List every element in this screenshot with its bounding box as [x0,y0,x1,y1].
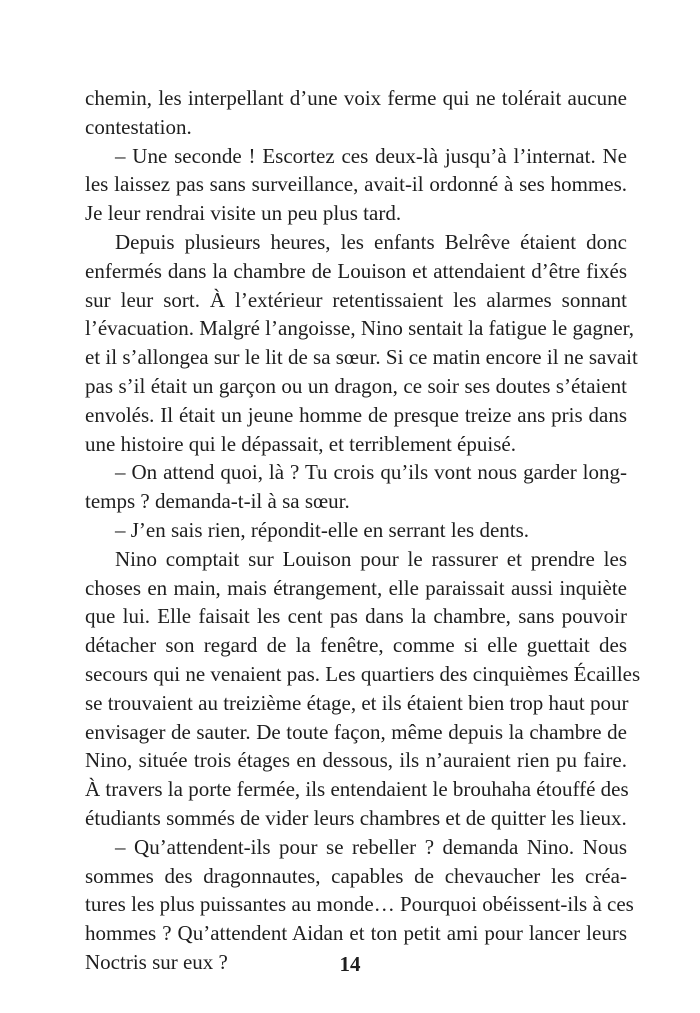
text-line: sur leur sort. À l’extérieur retentissaient les alarmes sonnant [85,287,627,312]
text-line: – Qu’attendent-ils pour se rebeller ? demanda Nino. Nous [115,834,627,859]
text-line: sommes des dragonnautes, capables de chevaucher les créa- [85,863,627,888]
text-line: Depuis plusieurs heures, les enfants Belrêve étaient donc [115,229,627,254]
text-line: une histoire qui le dépassait, et terriblement épuisé. [85,431,516,456]
text-line: envolés. Il était un jeune homme de presque treize ans pris dans [85,402,627,427]
text-line: pas s’il était un garçon ou un dragon, ce soir ses doutes s’étaient [85,373,627,398]
page-body-text [85,84,641,977]
text-line: – J’en sais rien, répondit-elle en serrant les dents. [115,517,530,542]
text-line: temps ? demanda-t-il à sa sœur. [85,489,350,514]
text-line: et il s’allongea sur le lit de sa sœur. Si ce matin encore il ne savait [85,345,638,370]
text-line: contestation. [85,114,192,139]
text-line: Nino comptait sur Louison pour le rassurer et prendre les [115,546,627,571]
text-line: Nino, située trois étages en dessous, ils n’auraient rien pu faire. [85,748,627,773]
text-line: secours qui ne venaient pas. Les quartiers des cinquièmes Écailles [85,661,641,686]
text-line: À travers la porte fermée, ils entendaient le brouhaha étouffé des [85,777,629,802]
text-line: se trouvaient au treizième étage, et ils étaient bien trop haut pour [85,690,629,715]
text-line: Je leur rendrai visite un peu plus tard. [85,201,402,226]
text-line: – On attend quoi, là ? Tu crois qu’ils vont nous garder long- [115,460,627,485]
text-line: envisager de sauter. De toute façon, même depuis la chambre de [85,719,627,744]
text-line: étudiants sommés de vider leurs chambres et de quitter les lieux. [85,805,627,830]
text-line: enfermés dans la chambre de Louison et attendaient d’être fixés [85,258,627,283]
text-line: tures les plus puissantes au monde… Pourquoi obéissent-ils à ces [85,892,634,917]
text-line: que lui. Elle faisait les cent pas dans la chambre, sans pouvoir [85,604,627,629]
text-line: les laissez pas sans surveillance, avait-il ordonné à ses hommes. [85,172,627,197]
text-line: choses en main, mais étrangement, elle paraissait aussi inquiète [85,575,627,600]
text-line: Noctris sur eux ? [85,949,228,974]
text-line: – Une seconde ! Escortez ces deux-là jusqu’à l’internat. Ne [115,143,627,168]
text-line: chemin, les interpellant d’une voix ferme qui ne tolérait aucune [85,86,627,110]
text-line: hommes ? Qu’attendent Aidan et ton petit ami pour lancer leurs [85,921,627,946]
text-line: détacher son regard de la fenêtre, comme si elle guettait des [85,633,627,658]
text-line: l’évacuation. Malgré l’angoisse, Nino sentait la fatigue le gagner, [85,316,635,341]
page-number: 14 [339,952,361,976]
